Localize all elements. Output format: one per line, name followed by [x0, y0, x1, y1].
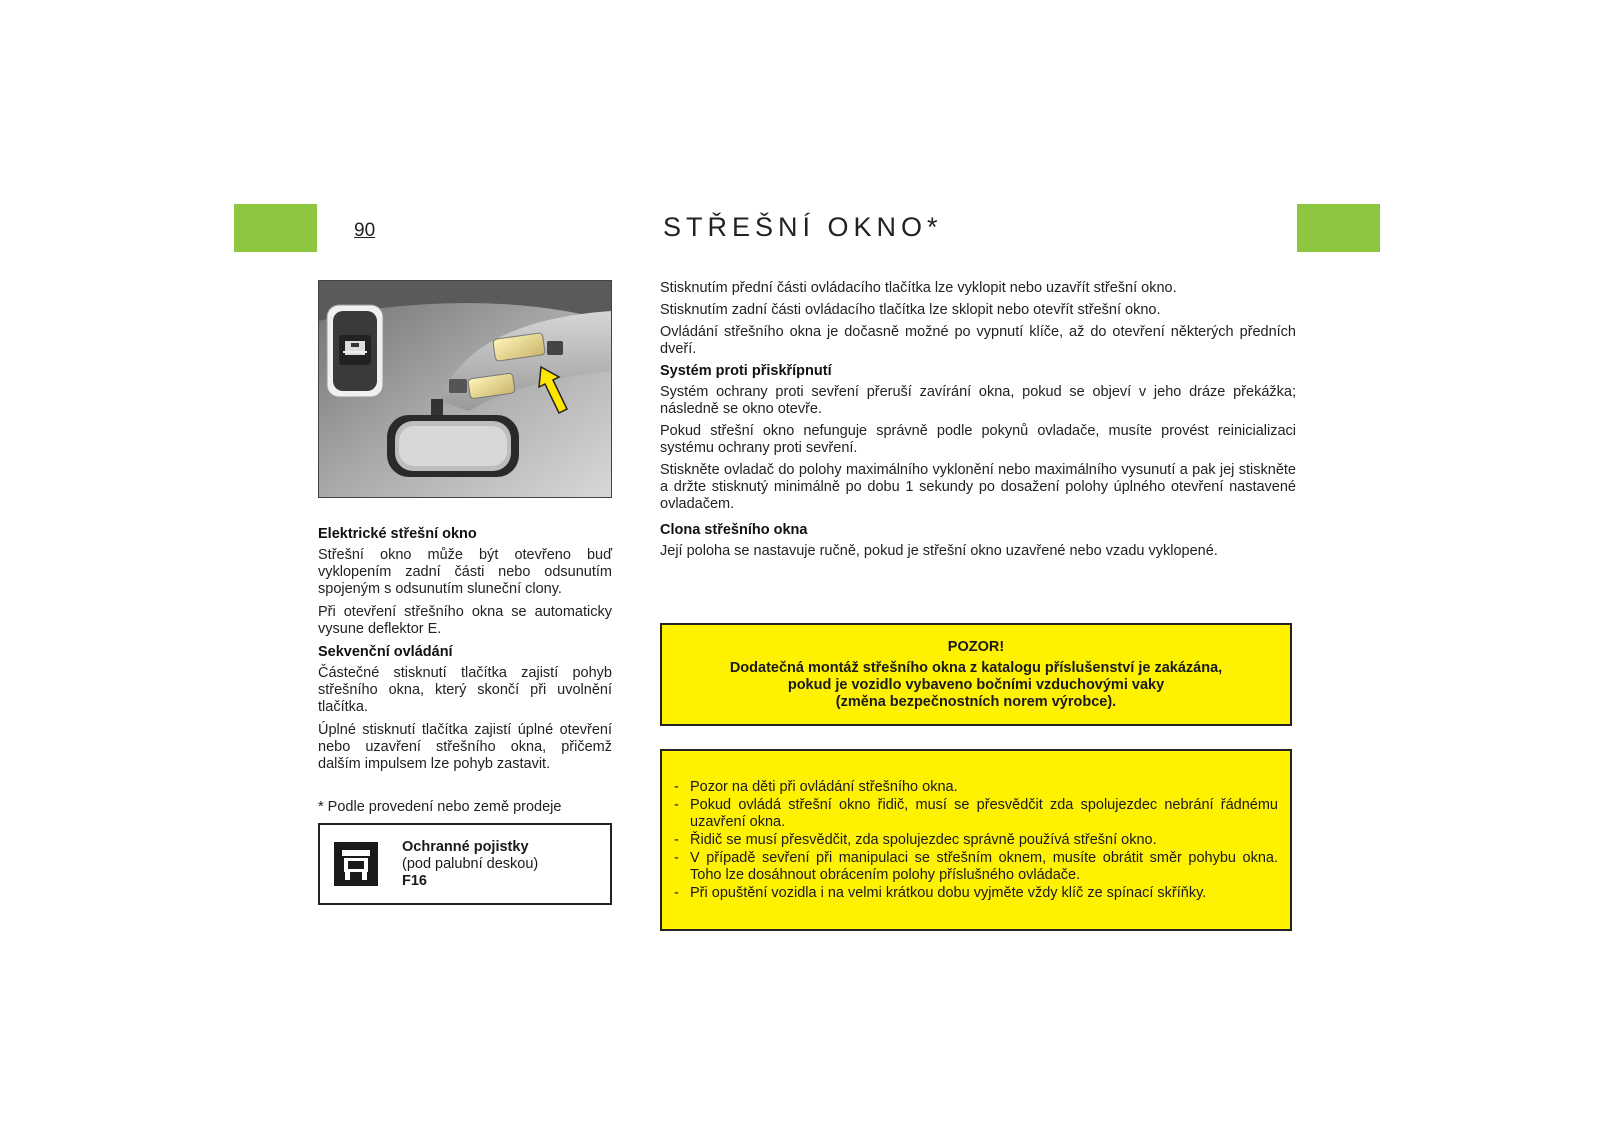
list-item	[674, 797, 1278, 831]
paragraph: Částečné stisknutí tlačítka zajistí pohyb střešního okna, který skončí při uvolnění tlačítka.	[318, 665, 612, 715]
sunroof-switch-photo	[318, 280, 612, 498]
warning-box-main	[660, 623, 1292, 726]
fuse-info-box	[318, 823, 612, 905]
section-sequential-control	[318, 644, 612, 773]
paragraph: Úplné stisknutí tlačítka zajistí úplné otevření nebo uzavření střešního okna, přičemž dalším impulsem lze pohyb zastavit.	[318, 722, 612, 772]
list-dash: -	[674, 885, 679, 901]
fuse-title: Ochranné pojistky	[402, 839, 529, 855]
fuse-text	[402, 839, 538, 890]
paragraph: Stisknutím přední části ovládacího tlačítka lze vyklopit nebo uzavřít střešní okno.	[660, 280, 1177, 296]
warning-box-list	[660, 749, 1292, 931]
left-text	[318, 526, 612, 773]
list-item	[674, 850, 1278, 884]
header-accent-left	[234, 204, 317, 252]
fuse-code: F16	[402, 873, 427, 889]
page-number: 90	[354, 220, 376, 241]
list-item-text: Při opuštění vozidla i na velmi krátkou dobu vyjměte vždy klíč ze spínací skříňky.	[690, 885, 1207, 901]
section-heading-blind: Clona střešního okna	[660, 522, 808, 538]
paragraph: Stiskněte ovladač do polohy maximálního vyklonění nebo maximálního vysunutí a pak jej stiskněte a držte stisknutý minimálně po dobu 1 sekundy po dosažení polohy úplného otevření nastavené ovladačem.	[660, 462, 1296, 512]
list-dash: -	[674, 850, 679, 866]
list-dash: -	[674, 779, 679, 795]
warning-line: Dodatečná montáž střešního okna z katalogu příslušenství je zakázána,	[729, 660, 1223, 676]
list-dash: -	[674, 832, 679, 848]
paragraph: Systém ochrany proti sevření přeruší zavírání okna, pokud se objeví v jeho dráze překážka; následně se okno otevře.	[660, 384, 1296, 417]
list-item	[674, 779, 1278, 796]
list-item-text: Řidič se musí přesvědčit, zda spolujezdec správně používá střešní okno.	[690, 832, 1157, 848]
list-item-text: Pozor na děti při ovládání střešního okna.	[690, 779, 958, 795]
list-item-text: V případě sevření při manipulaci se střešním oknem, musíte obrátit směr pohybu okna. Toho lze dosáhnout obrácením polohy příslušného ovládače.	[690, 850, 1278, 883]
left-column	[318, 280, 612, 905]
list-item	[674, 885, 1278, 902]
page-title: STŘEŠNÍ OKNO*	[663, 212, 943, 242]
paragraph: Pokud střešní okno nefunguje správně podle pokynů ovladače, musíte provést reinicializaci systému ochrany proti sevření.	[660, 423, 1296, 456]
list-item-text: Pokud ovládá střešní okno řidič, musí se přesvědčit zda spolujezdec nebrání řádnému uzavření okna.	[690, 797, 1278, 830]
fuse-subtitle: (pod palubní deskou)	[402, 856, 539, 872]
list-item	[674, 832, 1278, 849]
paragraph: Při otevření střešního okna se automaticky vysune deflektor E.	[318, 604, 612, 637]
list-dash: -	[674, 797, 679, 813]
section-heading: Sekvenční ovládání	[318, 644, 453, 660]
warning-line: pokud je vozidlo vybaveno bočními vzduchovými vaky	[787, 677, 1165, 693]
warning-list	[674, 779, 1278, 902]
paragraph: Stisknutím zadní části ovládacího tlačítka lze sklopit nebo otevřít střešní okno.	[660, 302, 1161, 318]
section-heading: Elektrické střešní okno	[318, 526, 477, 542]
section-heading-anti-pinch: Systém proti přiskřípnutí	[660, 363, 832, 379]
warning-line: (změna bezpečnostních norem výrobce).	[835, 694, 1117, 710]
section-electric-sunroof	[318, 526, 612, 638]
warning-title: POZOR!	[947, 639, 1005, 655]
paragraph: Střešní okno může být otevřeno buď vyklopením zadní části nebo odsunutím spojeným s odsunutím sluneční clony.	[318, 547, 612, 597]
header-accent-right	[1297, 204, 1380, 252]
fuse-box-icon	[334, 842, 378, 886]
footnote: * Podle provedení nebo země prodeje	[318, 799, 562, 815]
car-interior-sunroof-switch-photo	[319, 281, 611, 497]
paragraph: Její poloha se nastavuje ručně, pokud je střešní okno uzavřené nebo vzadu vyklopené.	[660, 543, 1218, 559]
paragraph: Ovládání střešního okna je dočasně možné po vypnutí klíče, až do otevření některých předních dveří.	[660, 324, 1296, 357]
right-column	[660, 280, 1296, 565]
